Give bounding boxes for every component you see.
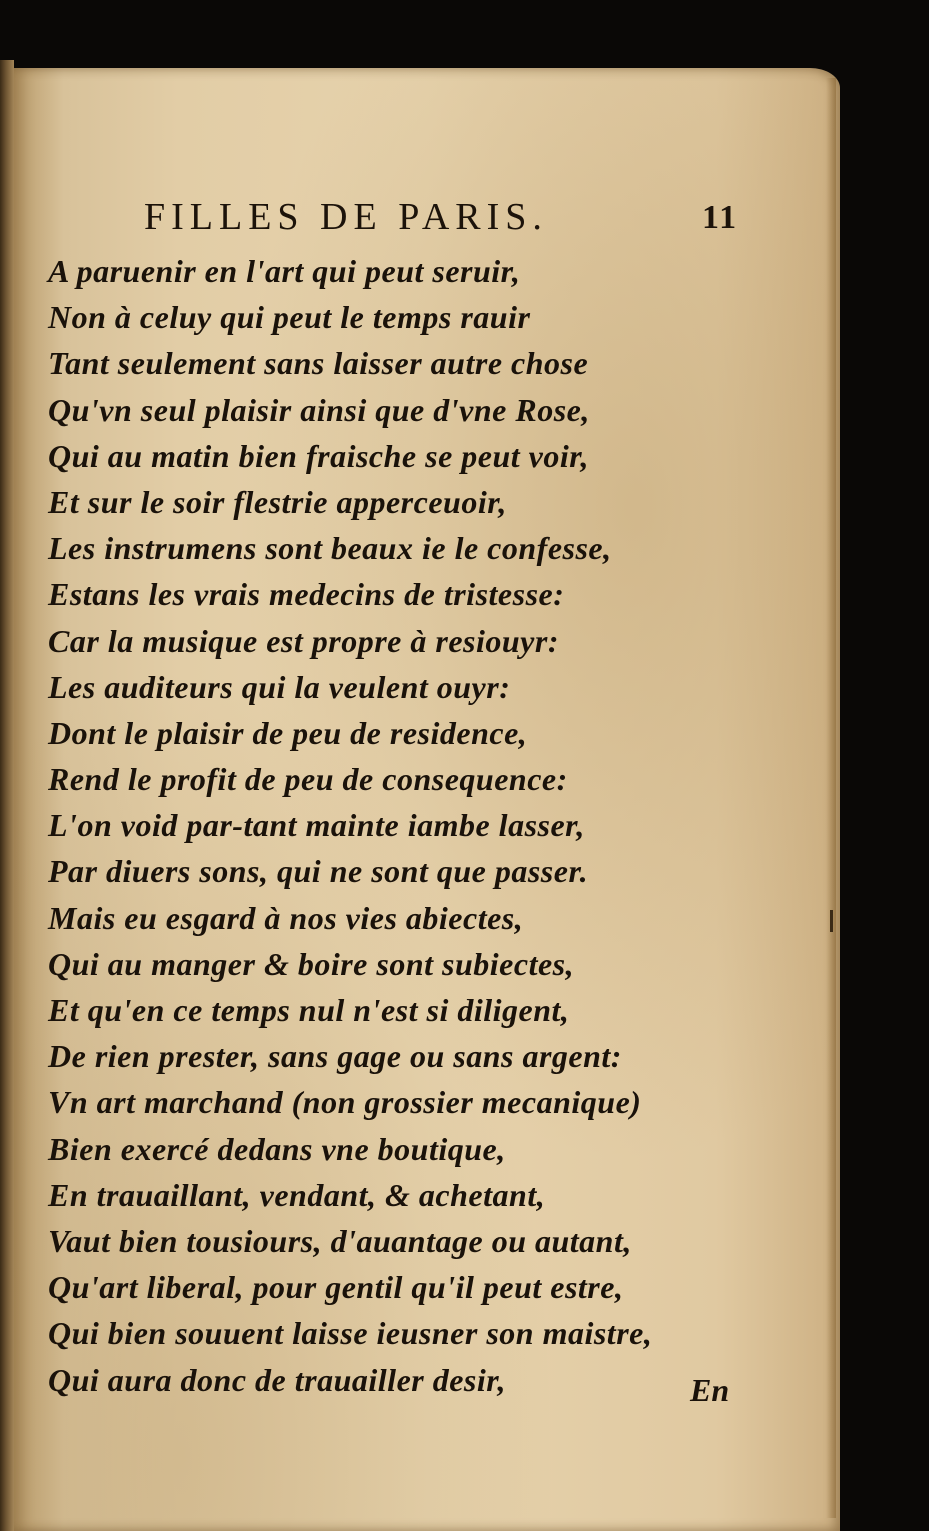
verse-line: Qui aura donc de trauailler desir, bbox=[48, 1361, 506, 1398]
verse-line: Dont le plaisir de peu de residence, bbox=[48, 714, 528, 751]
page-header bbox=[14, 195, 840, 245]
verse-line: Mais eu esgard à nos vies abiectes, bbox=[48, 899, 524, 936]
verse-line: Et sur le soir flestrie apperceuoir, bbox=[48, 483, 507, 520]
verse-line: Et qu'en ce temps nul n'est si diligent, bbox=[48, 992, 570, 1028]
verse-line: A paruenir en l'art qui peut seruir, bbox=[48, 253, 521, 289]
verse-line: Non à celuy qui peut le temps rauir bbox=[48, 299, 531, 336]
verse-line: Rend le profit de peu de consequence: bbox=[48, 761, 568, 798]
verse-line: Les instrumens sont beaux ie le confesse, bbox=[48, 530, 612, 567]
verse-line: Vn art marchand (non grossier mecanique) bbox=[48, 1084, 642, 1121]
verse-line: Qui au matin bien fraische se peut voir, bbox=[48, 437, 589, 474]
folio-number: 11 bbox=[702, 199, 739, 236]
verse-line: De rien prester, sans gage ou sans argent: bbox=[48, 1038, 622, 1075]
verse-line: Qui au manger & boire sont subiectes, bbox=[48, 945, 575, 982]
verse-line: Vaut bien tousiours, d'auantage ou autant, bbox=[48, 1222, 632, 1259]
verse-line: L'on void par-tant mainte iambe lasser, bbox=[48, 807, 585, 844]
verse-line: Par diuers sons, qui ne sont que passer. bbox=[48, 853, 589, 890]
verse-line: Qu'vn seul plaisir ainsi que d'vne Rose, bbox=[48, 391, 590, 428]
verse-line: Car la musique est propre à resiouyr: bbox=[48, 622, 559, 659]
verse-line: Qui bien souuent laisse ieusner son maistre, bbox=[48, 1315, 653, 1352]
verse-line: En trauaillant, vendant, & achetant, bbox=[48, 1176, 546, 1213]
margin-mark bbox=[830, 910, 833, 932]
adjacent-page-edge bbox=[0, 60, 14, 1531]
verse-block bbox=[48, 248, 748, 1403]
running-head: FILLES DE PARIS. bbox=[144, 196, 548, 238]
verse-line: Estans les vrais medecins de tristesse: bbox=[48, 576, 565, 613]
book-leaf bbox=[14, 68, 840, 1531]
page-fore-edge-shadow bbox=[826, 78, 836, 1518]
catchword: En bbox=[690, 1372, 730, 1408]
verse-line: Qu'art liberal, pour gentil qu'il peut estre, bbox=[48, 1269, 624, 1306]
verse-line: Les auditeurs qui la veulent ouyr: bbox=[48, 668, 511, 705]
verse-line: Tant seulement sans laisser autre chose bbox=[48, 345, 589, 382]
verse-line: Bien exercé dedans vne boutique, bbox=[48, 1130, 506, 1167]
